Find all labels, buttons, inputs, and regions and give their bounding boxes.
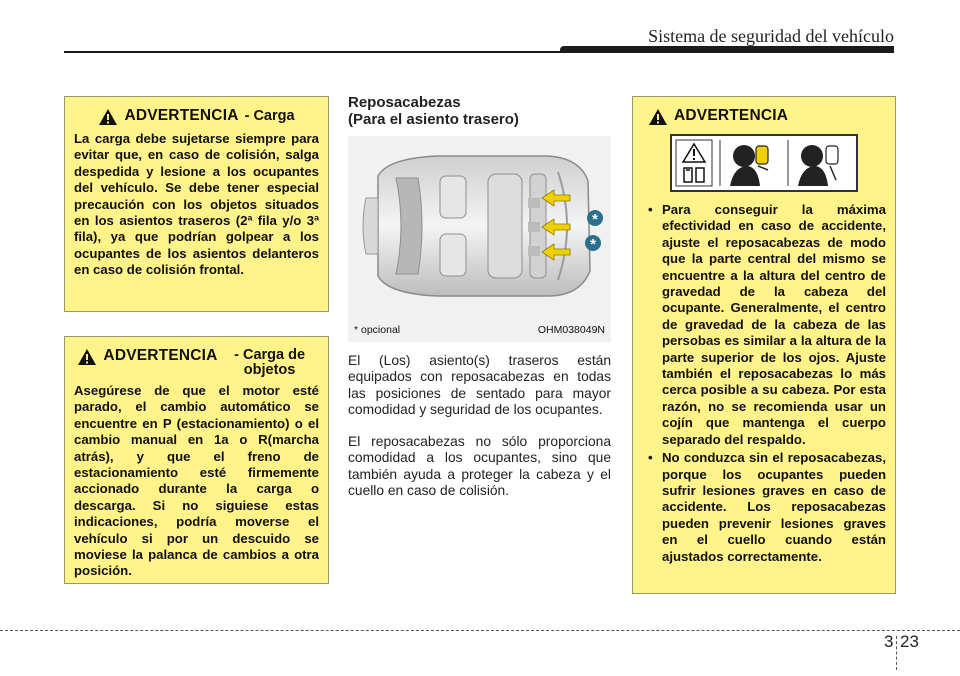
svg-text:*: * (592, 211, 598, 228)
warning-triangle-icon (648, 108, 668, 126)
paragraph: El (Los) asiento(s) traseros están equipados con reposacabezas en todas las posiciones de sentado para mayor comodidad y seguridad de los ocupantes. (348, 353, 611, 418)
section-heading-line2: (Para el asiento trasero) (348, 111, 519, 128)
warning-body: La carga debe sujetarse siempre para evitar que, en caso de colisión, salga despedida y lesione a los ocupantes del vehículo. Se debe tener especial precaución con los objetos situados en los asientos traseros (2ª fila y/o 3ª fila), ya que podrían golpear a los ocupantes de los asientos delanteros en caso de colisión frontal. (74, 131, 319, 278)
warning-title: ADVERTENCIA (674, 107, 789, 124)
car-topview-illustration (348, 136, 611, 316)
warning-title: ADVERTENCIA (124, 107, 239, 124)
paragraph: El reposacabezas no sólo proporciona comodidad a los ocupantes, sino que también ayuda a proteger la cabeza y el cuello en caso de colisión. (348, 434, 611, 499)
warning-header (74, 107, 319, 126)
header-title: Sistema de seguridad del vehículo (648, 26, 894, 46)
section-heading (348, 94, 519, 128)
warning-bullet: • No conduzca sin el reposacabezas, porque los ocupantes pueden sufrir lesiones graves en caso de accidente. Los reposacabezas pueden prevenir lesiones graves en el cuello cuando están ajustados correctamente. (642, 450, 886, 565)
page-number: 23 (900, 632, 919, 651)
warning-header (74, 347, 319, 378)
footer-rule (0, 630, 960, 631)
warning-triangle-icon (98, 108, 118, 126)
page-number-separator (896, 636, 898, 670)
chapter-number: 3 (884, 632, 894, 651)
warning-body: Asegúrese de que el motor esté parado, el cambio automático se encuentre en P (estacionamiento) o el cambio manual en 1a o R(marcha atrás), y que el freno de estacionamiento esté firmemente accionado durante la carga o descarga. Si no siguiese estas indicaciones, podría moverse el vehículo si por un descuido se moviese la palanca de cambios a otra posición. (74, 383, 319, 579)
headrest-warning-pictogram (670, 134, 858, 192)
car-headrest-figure (348, 136, 611, 342)
warning-bullet-list (642, 202, 886, 565)
warning-subtitle: - Carga de objetos (234, 347, 306, 378)
warning-box-carga (64, 96, 329, 312)
figure-code: OHM038049N (537, 324, 605, 336)
warning-title: ADVERTENCIA (103, 347, 218, 364)
warning-subtitle: - Carga (244, 108, 295, 124)
warning-box-carga-objetos (64, 336, 329, 584)
svg-text:*: * (590, 236, 596, 253)
warning-bullet: • Para conseguir la máxima efectividad en caso de accidente, ajuste el reposacabezas de modo que la parte central del mismo se encuentre a la altura del centro de gravedad de la cabeza del ocupante. Generalmente, el centro de gravedad de la cabeza de las persobas es similar a la altura de la parte superior de los ojos. Ajuste también el reposacabezas lo más cerca posible a su cabeza. Por esta razón, no se recomienda usar un cojín que mantenga el cuerpo separado del respaldo. (642, 202, 886, 448)
warning-box-reposacabezas (632, 96, 896, 594)
warning-triangle-icon (77, 348, 97, 366)
warning-header (648, 107, 886, 126)
figure-optional-note: * opcional (354, 324, 401, 336)
section-heading-line1: Reposacabezas (348, 94, 461, 111)
header-rule (64, 51, 894, 53)
